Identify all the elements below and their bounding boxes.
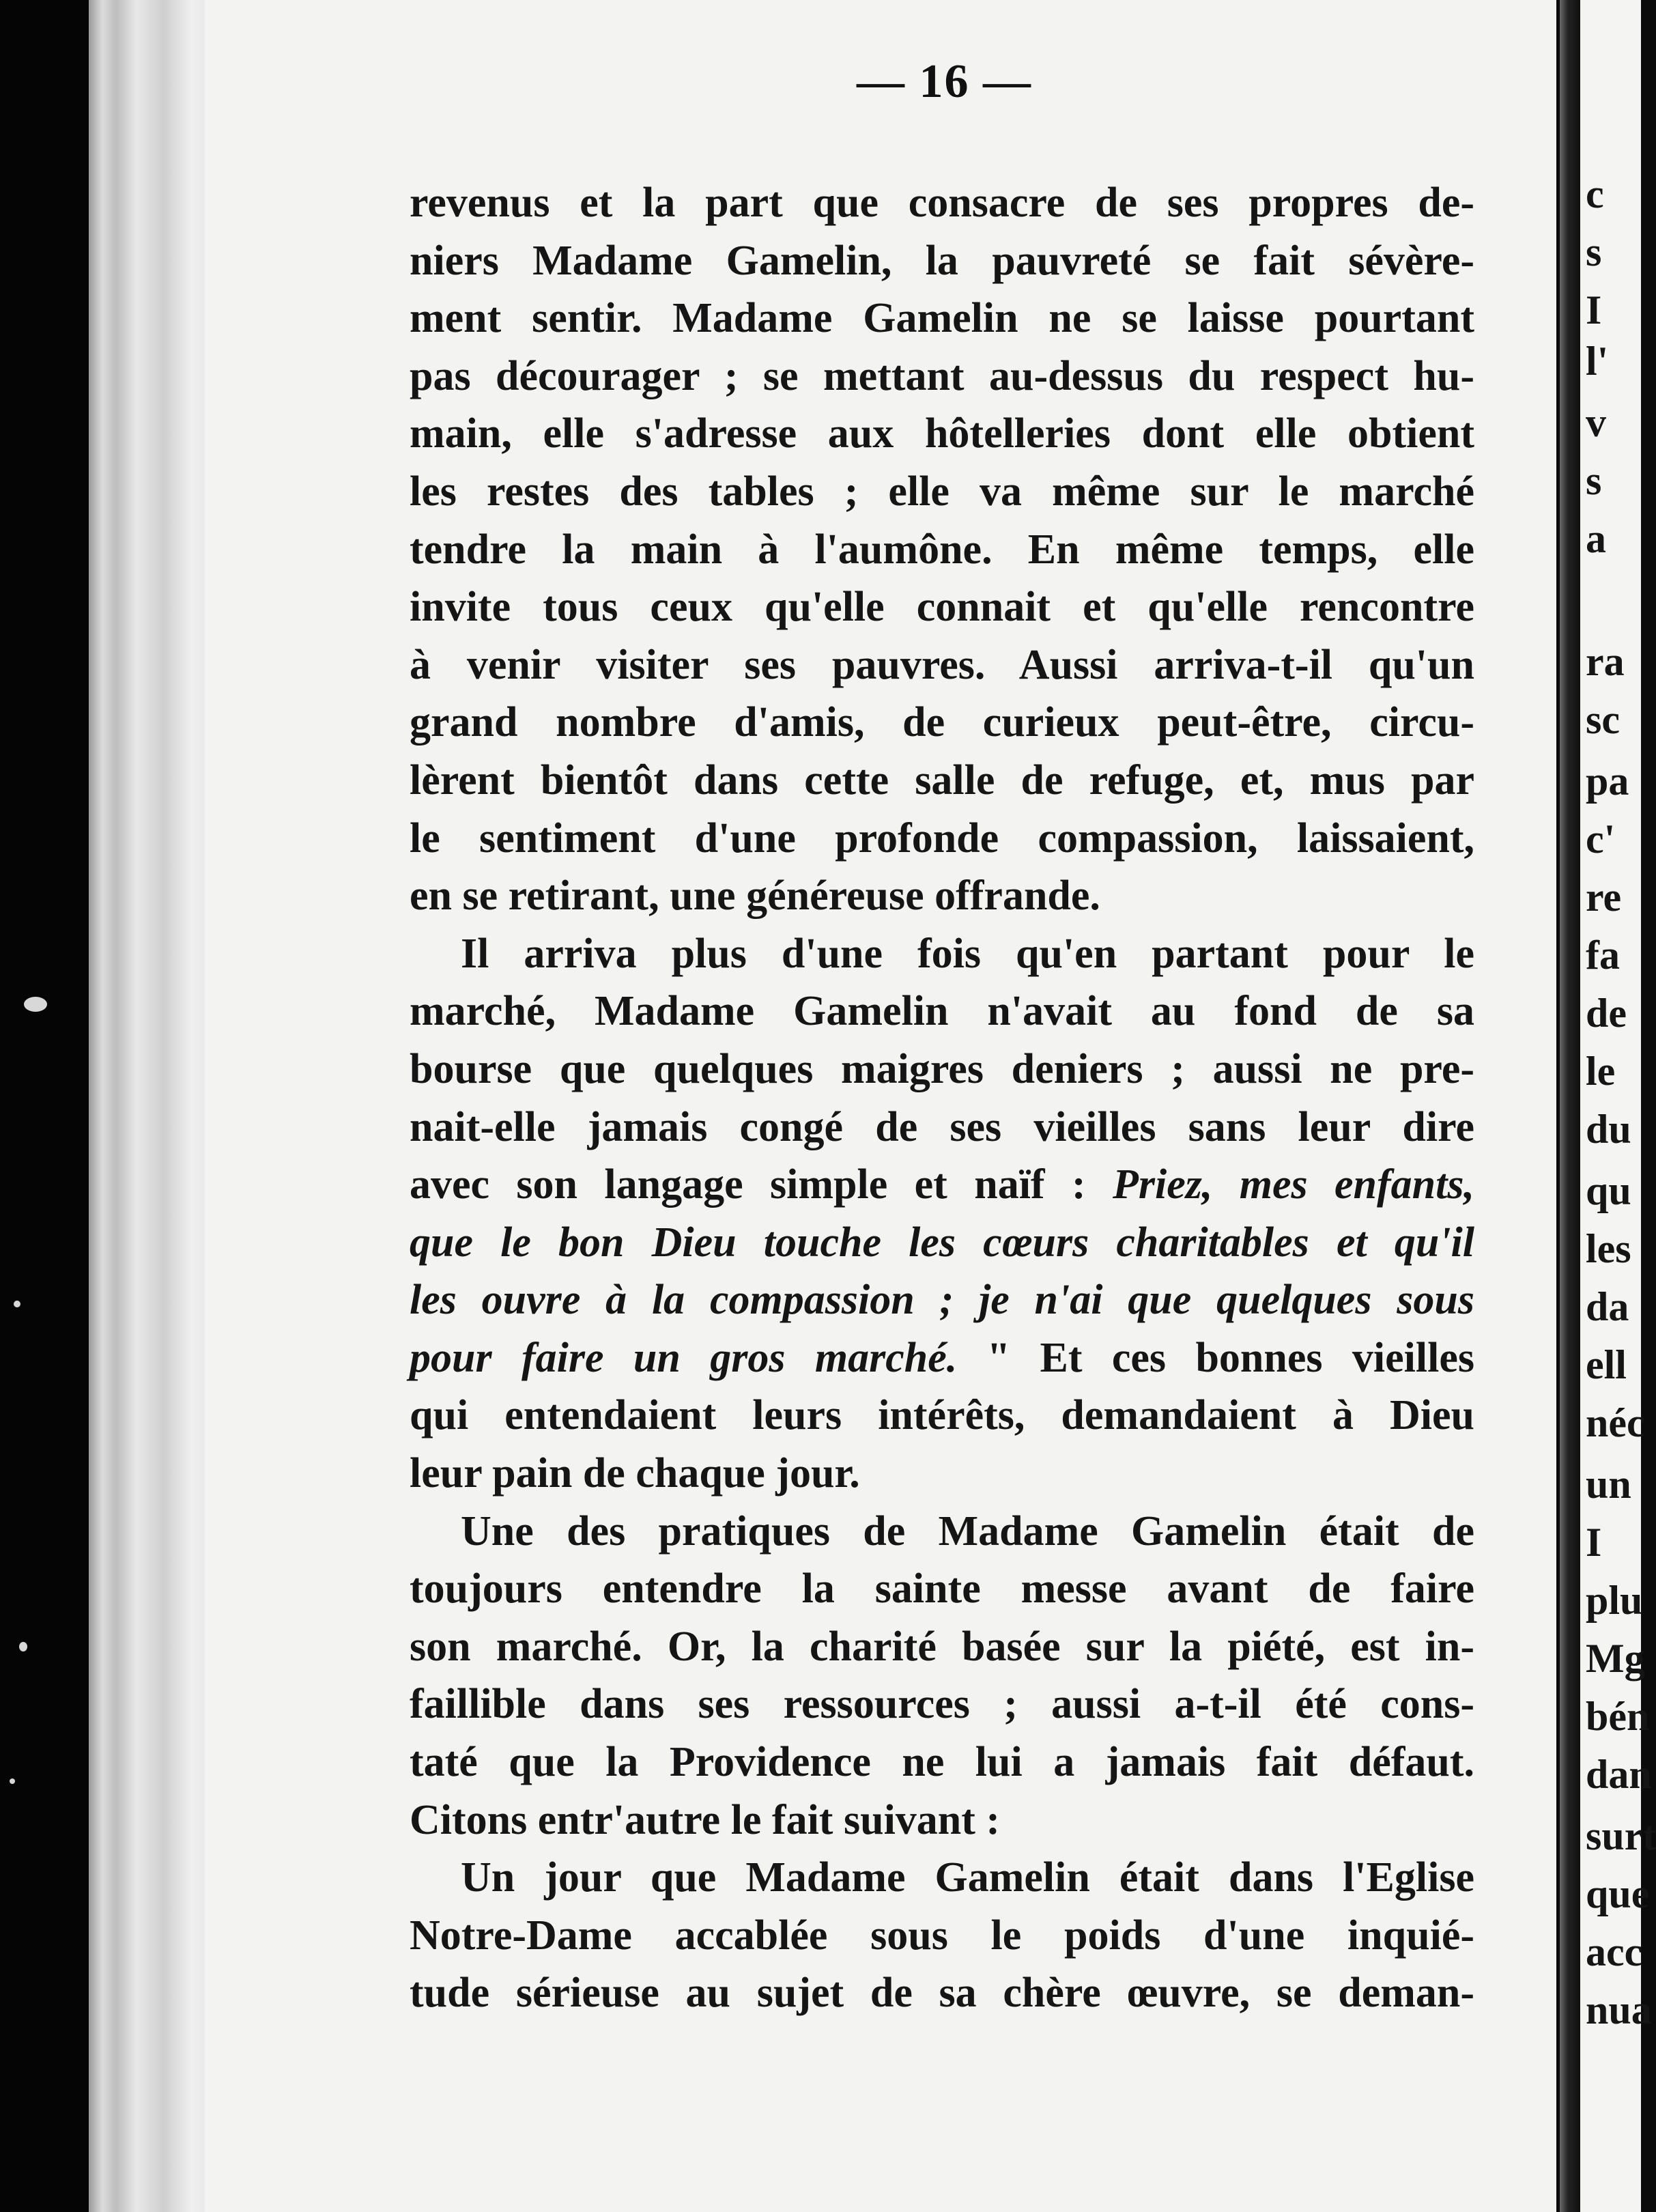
text-line	[410, 1618, 1474, 1676]
text-line	[410, 463, 1474, 521]
next-page-fragment: du	[1586, 1107, 1631, 1152]
next-page-fragment: fa	[1586, 933, 1620, 978]
text-run: niers Madame Gamelin, la pauvreté se fait sévère-	[410, 237, 1474, 284]
next-page-fragment: c	[1586, 171, 1604, 216]
text-line	[410, 405, 1474, 463]
text-line	[410, 348, 1474, 406]
text-run: Citons entr'autre le fait suivant :	[410, 1796, 1001, 1843]
text-run: en se retirant, une généreuse offrande.	[410, 873, 1100, 920]
next-page-fragment: bén	[1586, 1694, 1650, 1739]
text-line	[410, 982, 1474, 1040]
scan-speck	[10, 1778, 15, 1784]
text-run: tude sérieuse au sujet de sa chère œuvre, se deman-	[410, 1970, 1474, 2017]
next-page-fragment: pa	[1586, 758, 1629, 804]
text-line	[410, 232, 1474, 290]
next-page-fragment: a	[1586, 516, 1606, 561]
text-line	[410, 636, 1474, 694]
text-line	[410, 694, 1474, 752]
text-line	[410, 1214, 1474, 1272]
text-run: qui entendaient leurs intérêts, demandaient à Dieu	[410, 1392, 1474, 1439]
text-line	[410, 752, 1474, 810]
text-run: bourse que quelques maigres deniers ; aussi ne pre-	[410, 1045, 1474, 1092]
text-run: faillible dans ses ressources ; aussi a-t-il été cons-	[410, 1681, 1474, 1728]
text-line	[410, 1503, 1474, 1561]
italic-text-run: pour faire un gros marché.	[410, 1334, 958, 1381]
text-run: à venir visiter ses pauvres. Aussi arriva-t-il qu'un	[410, 641, 1474, 688]
next-page-fragment: Mg	[1586, 1636, 1645, 1681]
next-page-fragment: surt	[1586, 1813, 1656, 1858]
next-page-fragment: dan	[1586, 1752, 1652, 1797]
text-run: taté que la Providence ne lui a jamais fait défaut.	[410, 1739, 1474, 1786]
text-run: le sentiment d'une profonde compassion, laissaient,	[410, 814, 1474, 862]
italic-text-run: les ouvre à la compassion ; je n'ai que quelques sous	[410, 1277, 1474, 1324]
text-run: nait-elle jamais congé de ses vieilles sans leur dire	[410, 1103, 1474, 1150]
text-line	[410, 1445, 1474, 1503]
text-line	[410, 1849, 1474, 1907]
text-run: lèrent bientôt dans cette salle de refuge, et, mus par	[410, 756, 1474, 804]
next-page-fragment: que	[1586, 1871, 1650, 1916]
page-number: — 16 —	[857, 55, 1032, 108]
scan-speck	[14, 1301, 20, 1307]
scan-speck	[19, 1642, 27, 1651]
next-page-fragment: le	[1586, 1049, 1616, 1094]
text-line	[410, 521, 1474, 579]
next-page-fragment: l'	[1586, 339, 1609, 384]
next-page-fragment: s	[1586, 229, 1602, 274]
text-run: Notre-Dame accablée sous le poids d'une inquié-	[410, 1912, 1474, 1959]
body-text	[410, 174, 1474, 2022]
next-page-fragment: ell	[1586, 1342, 1627, 1387]
scan-speck	[24, 997, 47, 1012]
text-line	[410, 1964, 1474, 2022]
text-run: marché, Madame Gamelin n'avait au fond de sa	[410, 988, 1474, 1035]
next-page-fragment: s	[1586, 458, 1602, 503]
text-run: les restes des tables ; elle va même sur le marché	[410, 468, 1474, 515]
text-line	[410, 1387, 1474, 1445]
text-run: son marché. Or, la charité basée sur la piété, est in-	[410, 1623, 1474, 1670]
next-page-fragment: v	[1586, 400, 1606, 445]
text-line	[410, 174, 1474, 232]
book-gutter	[1560, 0, 1580, 2212]
next-page-sliver	[1580, 0, 1656, 2212]
next-page-fragment: qu	[1586, 1168, 1631, 1213]
next-page-fragment: nua	[1586, 1987, 1652, 2032]
page-edges	[89, 0, 218, 2212]
scan-border	[0, 0, 89, 2212]
text-line	[410, 1675, 1474, 1733]
text-run: revenus et la part que consacre de ses propres de-	[410, 180, 1474, 226]
text-run: pas décourager ; se mettant au-dessus du respect hu-	[410, 352, 1474, 399]
text-run: ment sentir. Madame Gamelin ne se laisse pourtant	[410, 295, 1474, 342]
text-line	[410, 1791, 1474, 1849]
text-line	[410, 1329, 1474, 1387]
next-page-fragment: sc	[1586, 697, 1620, 742]
text-run: " Et ces bonnes vieilles	[957, 1334, 1475, 1381]
text-run: leur pain de chaque jour.	[410, 1450, 860, 1497]
text-run: Il arriva plus d'une fois qu'en partant pour le	[461, 930, 1474, 977]
text-run: tendre la main à l'aumône. En même temps, elle	[410, 526, 1474, 573]
next-page-fragment: I	[1586, 1520, 1602, 1565]
text-line	[410, 867, 1474, 925]
next-page-fragment: de	[1586, 991, 1627, 1036]
next-page-fragment: un	[1586, 1462, 1631, 1507]
text-run: main, elle s'adresse aux hôtelleries dont elle obtient	[410, 410, 1474, 457]
text-line	[410, 925, 1474, 983]
text-line	[410, 1907, 1474, 1965]
next-page-fragment: c'	[1586, 817, 1616, 862]
next-page-fragment: acc	[1586, 1929, 1643, 1974]
text-run: Un jour que Madame Gamelin était dans l'Eglise	[461, 1854, 1474, 1901]
text-line	[410, 578, 1474, 636]
text-line	[410, 1098, 1474, 1157]
next-page-fragment: I	[1586, 287, 1602, 332]
text-run: Une des pratiques de Madame Gamelin était de	[461, 1507, 1474, 1555]
text-line	[410, 1560, 1474, 1618]
text-line	[410, 1156, 1474, 1214]
text-run: grand nombre d'amis, de curieux peut-être, circu-	[410, 699, 1474, 746]
text-line	[410, 289, 1474, 348]
next-page-fragment: ra	[1586, 639, 1625, 684]
italic-text-run: Priez, mes enfants,	[1113, 1161, 1475, 1208]
text-run: invite tous ceux qu'elle connait et qu'elle rencontre	[410, 584, 1474, 631]
text-line	[410, 1733, 1474, 1791]
text-run: toujours entendre la sainte messe avant de faire	[410, 1565, 1474, 1613]
next-page-fragment: re	[1586, 875, 1622, 920]
italic-text-run: que le bon Dieu touche les cœurs charitables et qu'il	[410, 1219, 1474, 1266]
text-line	[410, 810, 1474, 868]
text-line	[410, 1271, 1474, 1329]
text-run: avec son langage simple et naïf :	[410, 1161, 1113, 1208]
next-page-fragment: plu	[1586, 1578, 1643, 1623]
next-page-fragment: les	[1586, 1226, 1631, 1271]
text-line	[410, 1040, 1474, 1098]
next-page-fragment: da	[1586, 1284, 1629, 1329]
next-page-fragment: néc	[1586, 1400, 1645, 1445]
